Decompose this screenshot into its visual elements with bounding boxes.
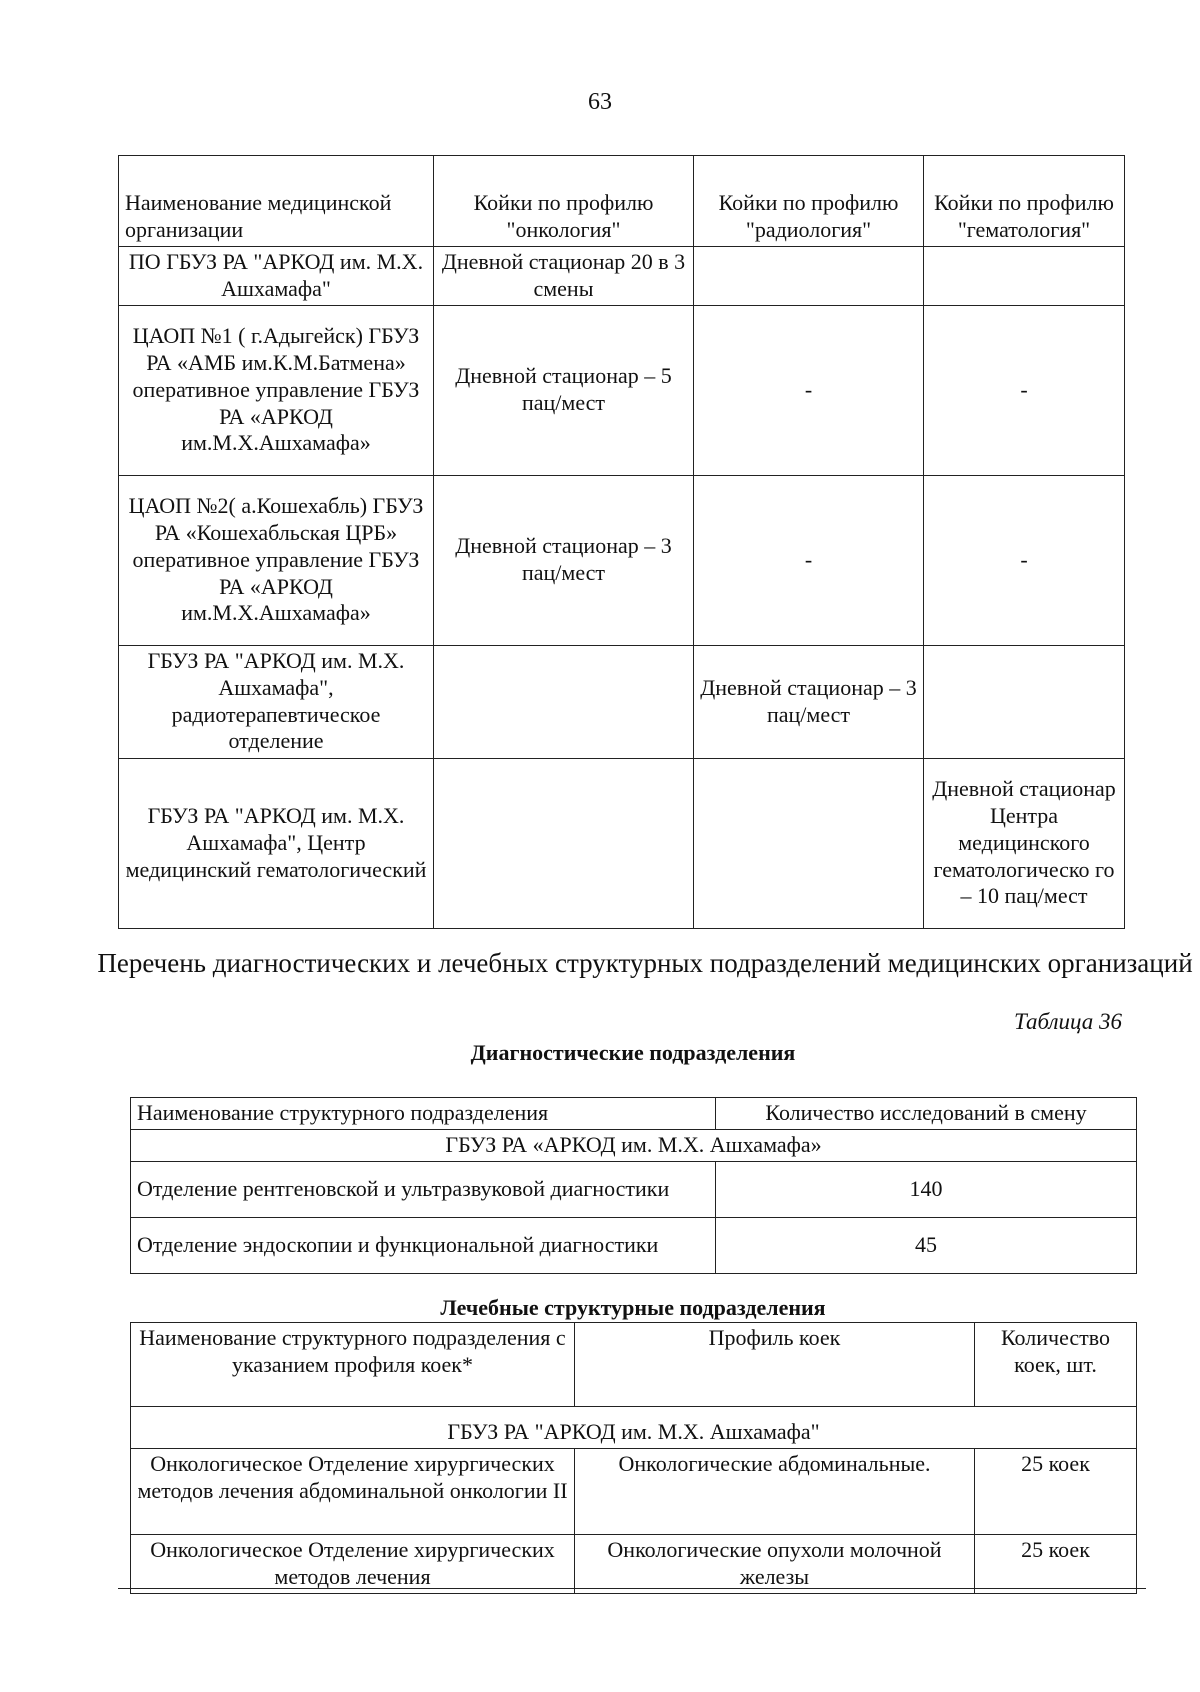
table-row (119, 475, 1125, 645)
diagnostic-subtitle: Диагностические подразделения (470, 1040, 796, 1065)
table-cell: Онкологическое Отделение хирургических методов лечения (131, 1535, 575, 1594)
table-cell: - (694, 305, 924, 475)
table-cell: Дневной стационар 20 в 3 смены (434, 247, 694, 306)
table-cell (434, 645, 694, 758)
table-cell: Отделение эндоскопии и функциональной диагностики (131, 1217, 716, 1273)
section-heading: Перечень диагностических и лечебных структурных подразделений медицинских организаций (97, 948, 1193, 978)
org-cell: ГБУЗ РА «АРКОД им. М.Х. Ашхамафа» (131, 1129, 1137, 1161)
table-cell (694, 758, 924, 928)
table-cell: ГБУЗ РА "АРКОД им. М.Х. Ашхамафа", Центр медицинский гематологический (119, 758, 434, 928)
table-cell: 45 (716, 1217, 1137, 1273)
header-cell: Количество коек, шт. (975, 1323, 1137, 1407)
table-cell: Дневной стационар – 3 пац/мест (434, 475, 694, 645)
header-cell: Наименование структурного подразделения с указанием профиля коек* (131, 1323, 575, 1407)
table-cell: - (694, 475, 924, 645)
table-cell: 140 (716, 1161, 1137, 1217)
page-bottom-rule (118, 1588, 1146, 1589)
table-cell (924, 247, 1125, 306)
header-cell: Наименование структурного подразделения (131, 1098, 716, 1130)
bed-profile-table (118, 155, 1125, 929)
table-row (119, 758, 1125, 928)
org-cell: ГБУЗ РА "АРКОД им. М.Х. Ашхамафа" (131, 1407, 1137, 1449)
header-cell: Наименование медицинской организации (119, 156, 434, 247)
table-cell: Онкологические абдоминальные. (575, 1449, 975, 1535)
table-row (131, 1449, 1137, 1535)
table-row (119, 247, 1125, 306)
org-row (131, 1407, 1137, 1449)
org-row (131, 1129, 1137, 1161)
table-cell: ПО ГБУЗ РА "АРКОД им. М.Х. Ашхамафа" (119, 247, 434, 306)
table-row (119, 645, 1125, 758)
table-row (119, 305, 1125, 475)
treatment-subtitle: Лечебные структурные подразделения (440, 1295, 826, 1320)
header-cell: Койки по профилю "радиология" (694, 156, 924, 247)
header-cell: Койки по профилю "онкология" (434, 156, 694, 247)
table-cell: - (924, 475, 1125, 645)
table-cell (694, 247, 924, 306)
table-cell: 25 коек (975, 1535, 1137, 1594)
table-cell: Онкологическое Отделение хирургических методов лечения абдоминальной онкологии II (131, 1449, 575, 1535)
header-cell: Количество исследований в смену (716, 1098, 1137, 1130)
table-cell: ЦАОП №1 ( г.Адыгейск) ГБУЗ РА «АМБ им.К.М.Батмена» оперативное управление ГБУЗ РА «АРКОД им.М.Х.Ашхамафа» (119, 305, 434, 475)
table-label: Таблица 36 (1013, 1009, 1122, 1034)
diagnostic-units-table (130, 1097, 1137, 1274)
table-cell: Онкологические опухоли молочной железы (575, 1535, 975, 1594)
table-cell: ЦАОП №2( а.Кошехабль) ГБУЗ РА «Кошехабльская ЦРБ» оперативное управление ГБУЗ РА «АРКОД им.М.Х.Ашхамафа» (119, 475, 434, 645)
table-cell: Отделение рентгеновской и ультразвуковой диагностики (131, 1161, 716, 1217)
header-cell: Койки по профилю "гематология" (924, 156, 1125, 247)
table-cell: Дневной стационар – 5 пац/мест (434, 305, 694, 475)
table-cell (434, 758, 694, 928)
table-header-row (131, 1098, 1137, 1130)
table-cell: - (924, 305, 1125, 475)
table-cell: ГБУЗ РА "АРКОД им. М.Х. Ашхамафа", радиотерапевтическое отделение (119, 645, 434, 758)
table-cell (924, 645, 1125, 758)
table-row (131, 1217, 1137, 1273)
header-cell: Профиль коек (575, 1323, 975, 1407)
table-header-row (119, 156, 1125, 247)
treatment-units-table (130, 1322, 1137, 1594)
table-cell: Дневной стационар Центра медицинского гематологическо го – 10 пац/мест (924, 758, 1125, 928)
table-header-row (131, 1323, 1137, 1407)
table-row (131, 1161, 1137, 1217)
table-cell: Дневной стационар – 3 пац/мест (694, 645, 924, 758)
table-row (131, 1535, 1137, 1594)
page-number: 63 (588, 89, 612, 115)
table-cell: 25 коек (975, 1449, 1137, 1535)
